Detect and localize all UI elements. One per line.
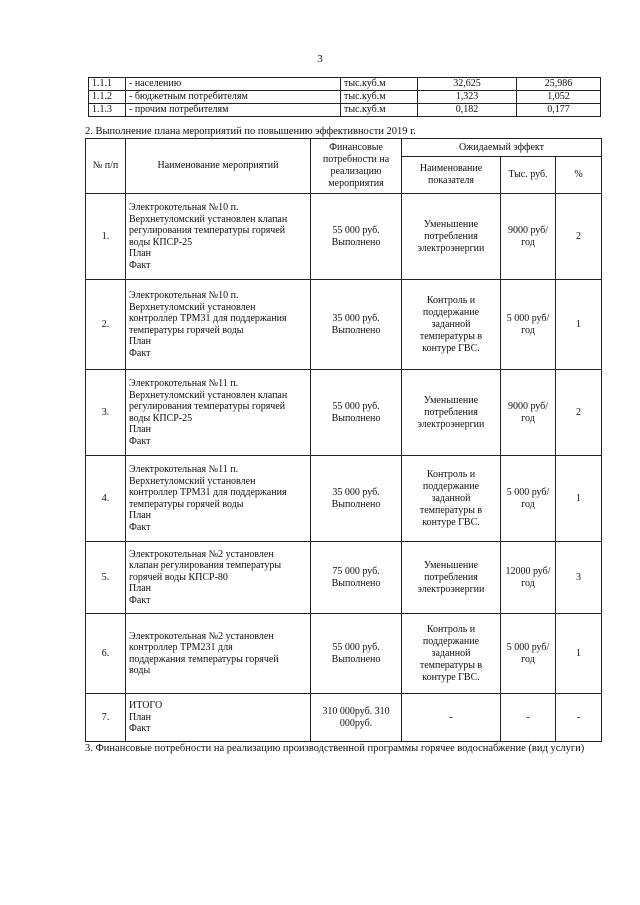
measure-row xyxy=(86,694,602,742)
measure-name-line: Электрокотельная №2 установлен xyxy=(129,548,274,560)
measure-row xyxy=(86,370,602,456)
measure-name-line: поддержания температуры горячей xyxy=(129,653,279,665)
measure-name-line: Верхнетуломский установлен клапан xyxy=(129,213,288,225)
row-value-1: 0,182 xyxy=(418,104,517,117)
measure-num: 4. xyxy=(86,456,126,542)
measure-name-line: контроллер ТРМ31 для поддержания xyxy=(129,313,287,324)
measure-need: 35 000 руб. Выполнено xyxy=(311,456,402,542)
measure-pct: 3 xyxy=(556,542,602,614)
measure-indicator: Уменьшение потребления электроэнергии xyxy=(402,370,501,456)
row-code: 1.1.3 xyxy=(89,104,126,117)
header-effect: Ожидаемый эффект xyxy=(402,139,602,157)
header-pct: % xyxy=(556,157,602,194)
measure-rub: 5 000 руб/год xyxy=(501,614,556,694)
section-3-text: 3. Финансовые потребности на реализацию производственной программы горячее водоснабжение (вид услуги) xyxy=(85,743,585,754)
measure-need: 310 000руб. 310 000руб. xyxy=(311,694,402,742)
measure-name-line: Электрокотельная №10 п. xyxy=(129,202,239,213)
measure-indicator: Контроль и поддержание заданной температуры в контуре ГВС. xyxy=(402,614,501,694)
measure-num: 5. xyxy=(86,542,126,614)
measure-name-line: Верхнетуломский установлен xyxy=(129,475,256,487)
measure-name-line: План xyxy=(129,248,152,259)
measure-pct: 2 xyxy=(556,194,602,280)
row-code: 1.1.1 xyxy=(89,78,126,91)
measure-name-line: Электрокотельная №11 п. xyxy=(129,378,239,389)
measure-need: 55 000 руб. Выполнено xyxy=(311,614,402,694)
measure-name-line: регулирования температуры горячей xyxy=(129,401,286,412)
measure-need: 35 000 руб. Выполнено xyxy=(311,280,402,370)
measure-name-line: Электрокотельная №11 п. xyxy=(129,464,239,475)
measure-name-line: температуры горячей воды xyxy=(129,498,244,510)
measure-name-line: контроллер ТРМ31 для поддержания xyxy=(129,487,287,498)
measure-name-line: регулирования температуры горячей xyxy=(129,225,286,236)
measure-indicator: Уменьшение потребления электроэнергии xyxy=(402,194,501,280)
measure-need: 75 000 руб. Выполнено xyxy=(311,542,402,614)
measure-name-line: воды xyxy=(129,665,151,676)
measure-row xyxy=(86,614,602,694)
measure-name xyxy=(126,370,311,456)
measure-name-line: горячей воды КПСР-80 xyxy=(129,571,228,583)
measure-name-line: План xyxy=(129,336,152,347)
measure-num: 1. xyxy=(86,194,126,280)
measure-name-line: Верхнетуломский установлен клапан xyxy=(129,389,288,401)
measure-name-line: Факт xyxy=(129,435,151,447)
measure-pct: 1 xyxy=(556,456,602,542)
measure-name-line: План xyxy=(129,583,152,595)
row-name: - населению xyxy=(126,78,341,91)
row-name: - прочим потребителям xyxy=(126,104,341,117)
measure-row xyxy=(86,456,602,542)
measures-table xyxy=(85,138,602,742)
measure-rub: - xyxy=(501,694,556,742)
measure-name-line: Факт xyxy=(129,723,151,735)
measure-need: 55 000 руб. Выполнено xyxy=(311,370,402,456)
measure-row xyxy=(86,194,602,280)
measure-row xyxy=(86,280,602,370)
measure-indicator: Контроль и поддержание заданной температуры в контуре ГВС. xyxy=(402,280,501,370)
measure-rub: 12000 руб/год xyxy=(501,542,556,614)
consumption-table xyxy=(88,77,601,117)
measure-need: 55 000 руб. Выполнено xyxy=(311,194,402,280)
header-need: Финансовые потребности на реализацию мероприятия xyxy=(311,139,402,194)
measure-name-line: План xyxy=(129,711,152,723)
measure-row xyxy=(86,542,602,614)
row-code: 1.1.2 xyxy=(89,91,126,104)
measure-pct: 1 xyxy=(556,280,602,370)
measure-num: 6. xyxy=(86,614,126,694)
measure-name-line: Факт xyxy=(129,594,151,606)
measure-name-line: контроллер ТРМ231 для xyxy=(129,642,233,653)
row-unit: тыс.куб.м xyxy=(341,104,418,117)
measure-indicator: Уменьшение потребления электроэнергии xyxy=(402,542,501,614)
measure-name-line: температуры горячей воды xyxy=(129,324,244,336)
measure-name-line: Факт xyxy=(129,347,151,359)
measure-num: 2. xyxy=(86,280,126,370)
row-unit: тыс.куб.м xyxy=(341,91,418,104)
row-value-2: 1,052 xyxy=(517,91,601,104)
measure-name xyxy=(126,194,311,280)
row-unit: тыс.куб.м xyxy=(341,78,418,91)
section-2-title: 2. Выполнение плана мероприятий по повышению эффективности 2019 г. xyxy=(85,126,416,137)
measure-name-line: Факт xyxy=(129,521,151,533)
measure-name xyxy=(126,614,311,694)
measure-name-line: воды КПСР-25 xyxy=(129,236,193,248)
measure-name xyxy=(126,456,311,542)
measure-name-line: Факт xyxy=(129,259,151,271)
measure-rub: 5 000 руб/год xyxy=(501,280,556,370)
measure-name-line: Верхнетуломский установлен xyxy=(129,301,256,313)
row-value-1: 32,625 xyxy=(418,78,517,91)
measure-name-line: Электрокотельная №10 п. xyxy=(129,290,239,301)
consumption-row xyxy=(89,78,601,91)
measure-rub: 9000 руб/год xyxy=(501,194,556,280)
consumption-row xyxy=(89,104,601,117)
header-num: № п/п xyxy=(86,139,126,194)
row-name: - бюджетным потребителям xyxy=(126,91,341,104)
measure-indicator: Контроль и поддержание заданной температуры в контуре ГВС. xyxy=(402,456,501,542)
measure-name-line: ИТОГО xyxy=(129,700,163,712)
measure-indicator: - xyxy=(402,694,501,742)
header-rub: Тыс. руб. xyxy=(501,157,556,194)
measure-name-line: клапан регулирования температуры xyxy=(129,560,282,572)
measure-name-line: План xyxy=(129,510,152,521)
measure-name-line: воды КПСР-25 xyxy=(129,412,193,424)
measure-pct: 2 xyxy=(556,370,602,456)
header-row xyxy=(86,139,602,157)
measure-rub: 9000 руб/год xyxy=(501,370,556,456)
header-indicator: Наименование показателя xyxy=(402,157,501,194)
measure-rub: 5 000 руб/год xyxy=(501,456,556,542)
row-value-2: 25,986 xyxy=(517,78,601,91)
row-value-2: 0,177 xyxy=(517,104,601,117)
header-name: Наименование мероприятий xyxy=(126,139,311,194)
row-value-1: 1,323 xyxy=(418,91,517,104)
measure-name xyxy=(126,280,311,370)
measure-name xyxy=(126,542,311,614)
measure-num: 3. xyxy=(86,370,126,456)
consumption-row xyxy=(89,91,601,104)
measure-pct: 1 xyxy=(556,614,602,694)
measure-name-line: План xyxy=(129,424,152,435)
measure-num: 7. xyxy=(86,694,126,742)
measure-name-line: Электрокотельная №2 установлен xyxy=(129,630,274,642)
measure-pct: - xyxy=(556,694,602,742)
measure-name xyxy=(126,694,311,742)
page-number: 3 xyxy=(317,53,323,65)
